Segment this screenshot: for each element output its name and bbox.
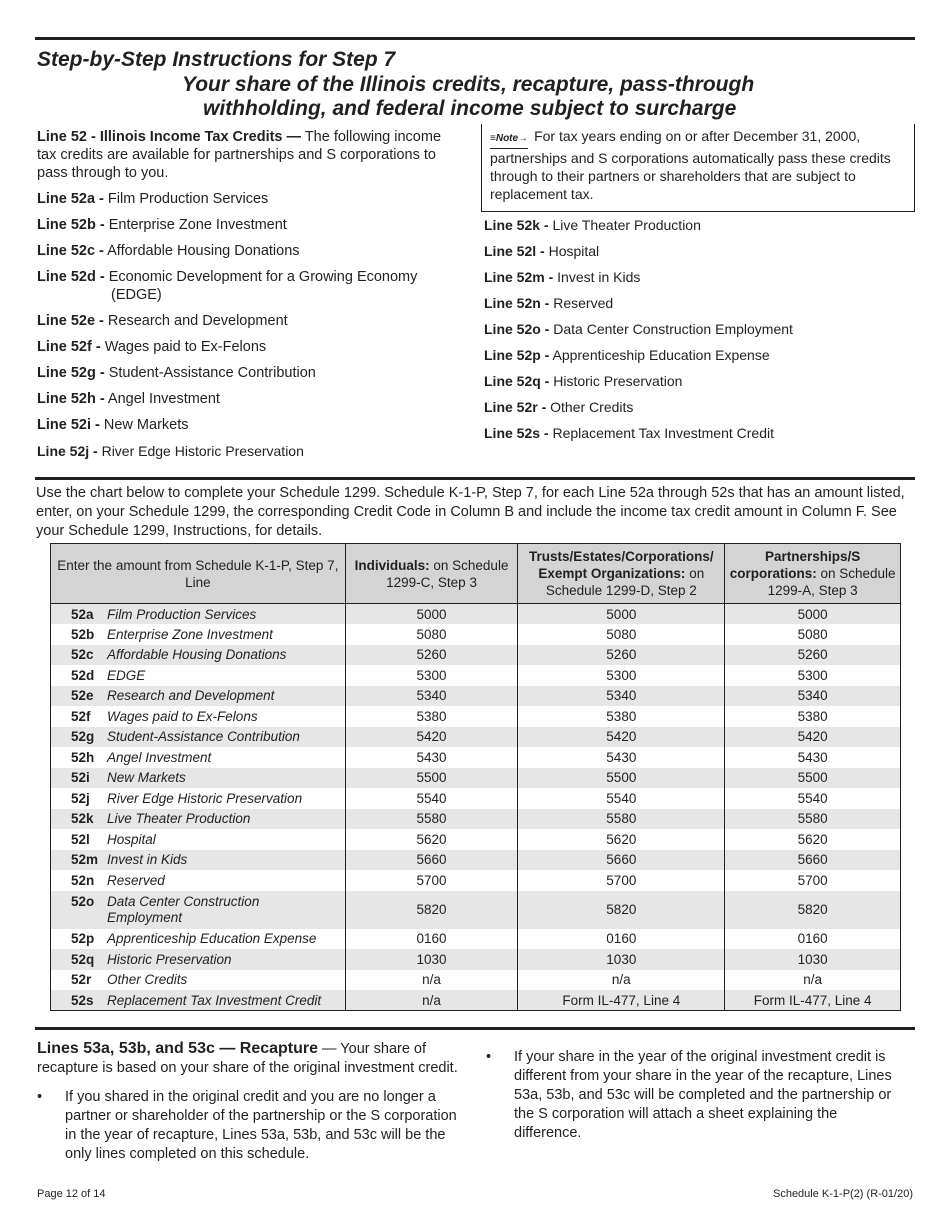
line-item <box>37 312 457 330</box>
table-row <box>51 870 901 891</box>
credit-code-ind: 5340 <box>345 686 518 707</box>
line-code: Line 52h - <box>37 391 105 407</box>
line-desc: Invest in Kids <box>557 269 641 285</box>
line-desc: Invest in Kids <box>107 852 188 868</box>
line-code: Line 52j - <box>37 443 98 459</box>
credit-code-part: 5340 <box>725 686 901 707</box>
header-text: Enter the amount from Schedule K-1-P, Step 7, Line <box>57 557 339 590</box>
recapture-text: — Your share of recapture is based on your share of the original investment credit. <box>37 1041 458 1076</box>
credit-code-trust: Form IL-477, Line 4 <box>518 990 725 1011</box>
line-item <box>37 216 457 234</box>
line-code: 52m <box>71 852 99 868</box>
line-item <box>37 390 457 408</box>
line-desc: Data Center Construction Employment <box>107 893 260 925</box>
note-text: For tax years ending on or after December 31, 2000, partnerships and S corporations automatically pass these credits through to their partners or shareholders that are subject to replacement tax. <box>490 128 891 202</box>
line-desc: Reserved <box>107 872 165 888</box>
line-cell <box>51 788 346 809</box>
line-code: Line 52b - <box>37 217 105 233</box>
line-item <box>484 242 914 260</box>
credit-code-part: 5540 <box>725 788 901 809</box>
line-code: Line 52e - <box>37 313 104 329</box>
credit-code-ind: 5260 <box>345 645 518 666</box>
line-desc: Hospital <box>548 243 600 259</box>
credit-code-trust: n/a <box>518 970 725 991</box>
line-code: 52f <box>71 708 91 724</box>
line-cell <box>51 706 346 727</box>
recapture-intro <box>37 1039 462 1078</box>
line-code: 52o <box>71 893 95 909</box>
line-cell <box>51 929 346 950</box>
line-cell <box>51 990 346 1011</box>
line-item <box>37 190 457 208</box>
line-desc: New Markets <box>103 417 189 433</box>
column-header <box>725 544 901 604</box>
credit-code-trust: 5540 <box>518 788 725 809</box>
credit-code-part: 5420 <box>725 727 901 748</box>
line-code: 52l <box>71 831 90 847</box>
credit-code-ind: n/a <box>345 970 518 991</box>
line-desc: Enterprise Zone Investment <box>108 217 287 233</box>
line-cell <box>51 829 346 850</box>
line-desc: Live Theater Production <box>552 217 701 233</box>
line-desc: Student-Assistance Contribution <box>108 365 316 381</box>
footer-form-id: Schedule K-1-P(2) (R-01/20) <box>772 1188 913 1200</box>
line-item <box>484 398 914 416</box>
credit-code-part: 5260 <box>725 645 901 666</box>
line-code: Line 52f - <box>37 339 101 355</box>
credit-code-trust: 5620 <box>518 829 725 850</box>
column-header <box>345 544 518 604</box>
line-cell <box>51 604 346 625</box>
credit-code-ind: 5420 <box>345 727 518 748</box>
line-code: Line 52c - <box>37 243 104 259</box>
credit-code-trust: 5420 <box>518 727 725 748</box>
line-code: Line 52s - <box>484 425 549 441</box>
line52-text: The following income tax credits are available for partnerships and S corporations to pass through to you. <box>37 129 442 181</box>
line-item <box>484 294 914 312</box>
credit-code-part: 0160 <box>725 929 901 950</box>
credit-code-trust: 5430 <box>518 747 725 768</box>
page-subtitle-2: withholding, and federal income subject to surcharge <box>203 97 737 120</box>
top-rule <box>35 37 915 40</box>
credit-code-ind: 1030 <box>345 949 518 970</box>
line-code: 52q <box>71 951 95 967</box>
section-rule-2 <box>35 1027 915 1030</box>
line-code: Line 52g - <box>37 365 105 381</box>
credit-code-part: 5080 <box>725 624 901 645</box>
line-code: 52j <box>71 790 90 806</box>
line-desc: Data Center Construction Employment <box>553 321 793 337</box>
line-desc: Film Production Services <box>107 606 257 622</box>
credit-code-ind: 5620 <box>345 829 518 850</box>
line-cell <box>51 665 346 686</box>
line-cell <box>51 727 346 748</box>
line-cell <box>51 645 346 666</box>
line-cell <box>51 809 346 830</box>
line-desc: Affordable Housing Donations <box>107 647 287 663</box>
recapture-left <box>37 1039 462 1164</box>
line-desc-cont: (EDGE) <box>111 287 162 303</box>
line-item <box>484 320 914 338</box>
table-row <box>51 990 901 1011</box>
credit-code-ind: 5000 <box>345 604 518 625</box>
line-item <box>37 338 457 356</box>
line-code: 52h <box>71 749 95 765</box>
line52-intro <box>37 128 457 182</box>
credit-code-part: 5620 <box>725 829 901 850</box>
table-row <box>51 949 901 970</box>
credit-code-ind: 5540 <box>345 788 518 809</box>
credit-code-trust: 0160 <box>518 929 725 950</box>
credit-code-ind: 5430 <box>345 747 518 768</box>
credit-code-trust: 5260 <box>518 645 725 666</box>
note-icon: ≡Note→ <box>490 130 528 149</box>
credit-code-part: 5380 <box>725 706 901 727</box>
line-desc: Research and Development <box>107 313 288 329</box>
credit-code-part: 5580 <box>725 809 901 830</box>
credit-code-trust: 5580 <box>518 809 725 830</box>
recapture-bullet-1: • If you shared in the original credit and you are no longer a partner or shareholder of the partnership or the S corporation in the year of recapture, Lines 53a, 53b, and 53c will be the only lines completed on this schedule. <box>37 1088 462 1164</box>
line-cell <box>51 970 346 991</box>
line-desc: River Edge Historic Preservation <box>107 790 303 806</box>
line-item <box>484 346 914 364</box>
table-row <box>51 747 901 768</box>
section-rule <box>35 477 915 480</box>
line-cell <box>51 850 346 871</box>
column-header <box>518 544 725 604</box>
line-code: Line 52a - <box>37 191 104 207</box>
credit-code-part: Form IL-477, Line 4 <box>725 990 901 1011</box>
line-item <box>37 364 457 382</box>
line-code: Line 52l - <box>484 243 545 259</box>
line-desc: Angel Investment <box>107 391 220 407</box>
header-text: on Schedule 1299-A, Step 3 <box>767 566 896 598</box>
line-code: 52c <box>71 647 94 663</box>
line-desc: Other Credits <box>107 972 188 988</box>
credit-code-part: 5000 <box>725 604 901 625</box>
credit-code-trust: 1030 <box>518 949 725 970</box>
chart-intro: Use the chart below to complete your Schedule 1299. Schedule K-1-P, Step 7, for each Line 52a through 52s that has an amount listed, enter, on your Schedule 1299, the corresponding Credit Code in Column B and include the income tax credit amount in Column F. See your Schedule 1299, Instructions, for details. <box>36 485 905 539</box>
table-row <box>51 768 901 789</box>
line-code: 52a <box>71 606 94 622</box>
line-desc: Affordable Housing Donations <box>107 243 300 259</box>
credit-code-ind: 0160 <box>345 929 518 950</box>
line-desc: Economic Development for a Growing Economy <box>108 269 418 285</box>
credit-code-trust: 5080 <box>518 624 725 645</box>
line-desc: Enterprise Zone Investment <box>107 626 273 642</box>
line-item <box>37 442 457 460</box>
recapture-bullet-2: • If your share in the year of the original investment credit is different from your share in the year of the recapture, Lines 53a, 53b, and 53c will be completed and the partnership or the S corporation will attach a sheet explaining the difference. <box>486 1048 906 1143</box>
line-desc: Angel Investment <box>107 749 212 765</box>
line-code: 52e <box>71 688 94 704</box>
line-code: Line 52m - <box>484 269 554 285</box>
header-text: on Schedule 1299-D, Step 2 <box>545 566 705 598</box>
line-desc: River Edge Historic Preservation <box>101 443 304 459</box>
table-row <box>51 829 901 850</box>
line-code: Line 52q - <box>484 373 550 389</box>
line-code: Line 52d - <box>37 269 105 285</box>
table-row <box>51 706 901 727</box>
page-title: Step-by-Step Instructions for Step 7 <box>37 48 396 71</box>
credit-code-ind: 5380 <box>345 706 518 727</box>
line-desc: Research and Development <box>107 688 275 704</box>
table-row <box>51 727 901 748</box>
table-row <box>51 891 901 929</box>
line-desc: Historic Preservation <box>553 373 683 389</box>
line-cell <box>51 949 346 970</box>
credit-code-ind: n/a <box>345 990 518 1011</box>
header-text: on Schedule 1299-C, Step 3 <box>386 557 509 590</box>
credit-code-trust: 5500 <box>518 768 725 789</box>
line-code: 52k <box>71 811 94 827</box>
header-bold: Partnerships/S corporations: <box>729 549 861 581</box>
table-row <box>51 809 901 830</box>
credit-code-ind: 5080 <box>345 624 518 645</box>
credit-code-part: 1030 <box>725 949 901 970</box>
credit-code-trust: 5380 <box>518 706 725 727</box>
credit-code-table <box>50 543 901 1011</box>
line-cell <box>51 624 346 645</box>
line-desc: Reserved <box>553 295 614 311</box>
table-row <box>51 929 901 950</box>
recapture-label: Lines 53a, 53b, and 53c — Recapture <box>37 1040 319 1057</box>
line-code: 52p <box>71 931 95 947</box>
line-code: Line 52o - <box>484 321 550 337</box>
header-bold: Individuals: <box>354 557 430 573</box>
table-row <box>51 645 901 666</box>
table-row <box>51 850 901 871</box>
header-bold: Trusts/Estates/Corporations/ Exempt Organizations: <box>529 549 714 581</box>
table-row <box>51 604 901 625</box>
credit-code-trust: 5300 <box>518 665 725 686</box>
line-desc: Replacement Tax Investment Credit <box>107 992 322 1008</box>
line-desc: Apprenticeship Education Expense <box>107 931 317 947</box>
credit-code-ind: 5820 <box>345 891 518 929</box>
line-code: Line 52i - <box>37 417 100 433</box>
column-header <box>51 544 346 604</box>
line-code: 52g <box>71 729 95 745</box>
table-row <box>51 686 901 707</box>
credit-code-trust: 5000 <box>518 604 725 625</box>
line-cell <box>51 747 346 768</box>
credit-code-part: 5700 <box>725 870 901 891</box>
line-code: 52n <box>71 872 95 888</box>
line-item <box>484 268 914 286</box>
line-code: 52r <box>71 972 92 988</box>
credit-code-trust: 5660 <box>518 850 725 871</box>
line-code: Line 52r - <box>484 399 547 415</box>
credit-code-ind: 5500 <box>345 768 518 789</box>
line-code: 52i <box>71 770 90 786</box>
line-code: 52s <box>71 992 94 1008</box>
line-code: 52d <box>71 667 95 683</box>
footer-page: Page 12 of 14 <box>37 1188 106 1200</box>
table-row <box>51 788 901 809</box>
line-code: Line 52k - <box>484 217 549 233</box>
line-desc: Apprenticeship Education Expense <box>552 347 770 363</box>
page-subtitle-1: Your share of the Illinois credits, recapture, pass-through <box>182 73 755 96</box>
line-desc: Replacement Tax Investment Credit <box>552 425 774 441</box>
line-desc: Other Credits <box>550 399 634 415</box>
credit-code-part: 5660 <box>725 850 901 871</box>
note-box <box>481 124 915 212</box>
line-item <box>37 268 457 304</box>
credit-code-ind: 5700 <box>345 870 518 891</box>
credit-code-part: 5300 <box>725 665 901 686</box>
line-desc: Historic Preservation <box>107 951 232 967</box>
line-code: 52b <box>71 626 95 642</box>
line-desc: Wages paid to Ex-Felons <box>104 339 267 355</box>
left-column <box>37 128 457 468</box>
line-desc: Hospital <box>107 831 156 847</box>
line-item <box>484 372 914 390</box>
credit-code-part: 5430 <box>725 747 901 768</box>
line-item <box>484 424 914 442</box>
line-item <box>37 242 457 260</box>
table-row <box>51 665 901 686</box>
line-cell <box>51 870 346 891</box>
recapture-right <box>486 1038 906 1143</box>
credit-code-ind: 5660 <box>345 850 518 871</box>
line-desc: Live Theater Production <box>107 811 251 827</box>
credit-code-ind: 5580 <box>345 809 518 830</box>
line-cell <box>51 768 346 789</box>
line-item <box>484 216 914 234</box>
line-code: Line 52n - <box>484 295 550 311</box>
credit-code-part: 5820 <box>725 891 901 929</box>
line-desc: Wages paid to Ex-Felons <box>107 708 258 724</box>
line-desc: Student-Assistance Contribution <box>107 729 300 745</box>
line-desc: New Markets <box>107 770 186 786</box>
line52-label: Line 52 - Illinois Income Tax Credits — <box>37 129 302 145</box>
credit-code-part: n/a <box>725 970 901 991</box>
line-cell <box>51 891 346 929</box>
credit-code-trust: 5340 <box>518 686 725 707</box>
right-column <box>484 216 914 450</box>
table-row <box>51 970 901 991</box>
credit-code-trust: 5700 <box>518 870 725 891</box>
credit-code-part: 5500 <box>725 768 901 789</box>
line-item <box>37 416 457 434</box>
line-desc: Film Production Services <box>107 191 269 207</box>
credit-code-ind: 5300 <box>345 665 518 686</box>
line-desc: EDGE <box>107 667 146 683</box>
line-code: Line 52p - <box>484 347 550 363</box>
table-row <box>51 624 901 645</box>
credit-code-trust: 5820 <box>518 891 725 929</box>
line-cell <box>51 686 346 707</box>
